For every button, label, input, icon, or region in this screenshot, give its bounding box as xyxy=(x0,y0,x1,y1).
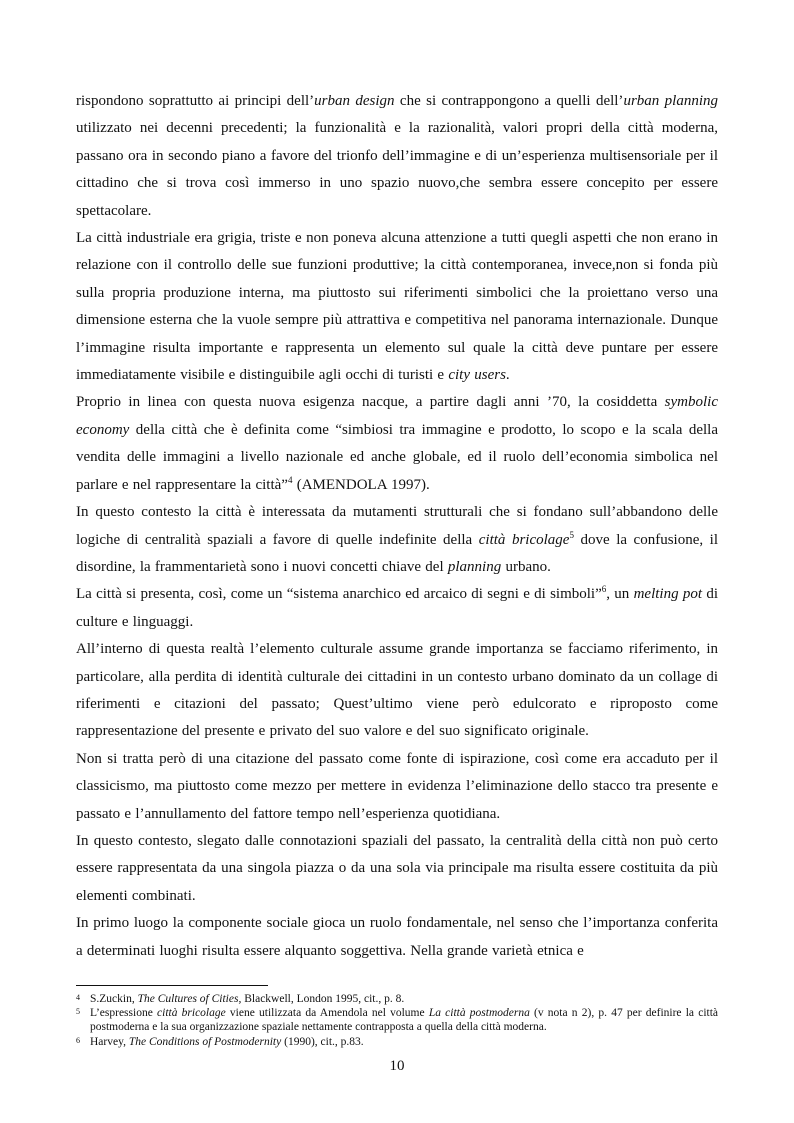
paragraph-3: Proprio in linea con questa nuova esigenza nacque, a partire dagli anni ’70, la cosiddetta symbolic economy della città che è definita come “simbiosi tra immagine e prodotto, lo scopo e la scala della vendita delle immagini a livello nazionale ed anche globale, ed il ruolo dell’economia simbolica nel parlare e nel rappresentare la città”$^4$ (AMENDOLA 1997). xyxy=(76,394,718,493)
footnote-separator xyxy=(76,985,268,986)
footnotes xyxy=(76,992,718,1049)
footnote-6: 6 Harvey, The Conditions of Postmodernity (1990), cit., p.83. xyxy=(76,1035,364,1048)
paragraph-4: In questo contesto la città è interessata da mutamenti strutturali che si fondano sull’abbandono delle logiche di centralità spaziali a favore di quelle indefinite della città bricolage$^5$ dove la confusione, il disordine, la frammentarietà sono i nuovi concetti chiave del planning urbano. xyxy=(76,504,718,575)
footnote-number: 4 xyxy=(76,993,80,1002)
footnote-number: 5 xyxy=(76,1007,80,1017)
footnote-5: 5 L’espressione città bricolage viene utilizzata da Amendola nel volume La città postmoderna (v nota n 2), p. 47 per definire la città postmoderna e la sua organizzazione spaziale nettamente contrapposta a quella della città moderna. xyxy=(76,1007,719,1034)
footnote-ref-5[interactable]: 5 xyxy=(569,529,574,540)
paragraph-9: In primo luogo la componente sociale gioca un ruolo fondamentale, nel senso che l’importanza conferita a determinati luoghi risulta essere alquanto soggettiva. Nella grande varietà etnica e xyxy=(76,915,718,959)
page-number: 10 xyxy=(389,1058,405,1074)
paragraph-2: La città industriale era grigia, triste e non poneva alcuna attenzione a tutti quegli aspetti che non erano in relazione con il controllo delle sue funzioni produttive; la città contemporanea, invece,non si fonda più sulla propria produzione interna, ma piuttosto sui riferimenti simbolici che la proiettano verso una dimensione esterna che la vuole sempre più attrattiva e competitiva nel panorama internazionale. Dunque l’immagine risulta importante e rappresenta un elemento sul quale la città deve puntare per essere immediatamente visibile e distinguibile agli occhi di turisti e city users. xyxy=(76,230,718,384)
paragraph-5: La città si presenta, così, come un “sistema anarchico ed arcaico di segni e di simboli”$^6$, un melting pot di culture e linguaggi. xyxy=(76,584,718,630)
paragraph-6: All’interno di questa realtà l’elemento culturale assume grande importanza se facciamo riferimento, in particolare, alla perdita di identità culturale dei cittadini in un contesto urbano dominato da un collage di riferimenti e citazioni del passato; Quest’ultimo viene però edulcorato e riproposto come rappresentazione del presente e privato del suo valore e del suo significato originale. xyxy=(76,641,718,740)
paragraph-8: In questo contesto, slegato dalle connotazioni spaziali del passato, la centralità della città non può certo essere rappresentata da una singola piazza o da una sola via principale ma risulta essere costituita da più elementi combinati. xyxy=(76,832,718,904)
footnote-number: 6 xyxy=(76,1035,80,1045)
paragraph-1: rispondono soprattutto ai principi dell’urban design che si contrappongono a quelli dell’urban planning utilizzato nei decenni precedenti; la funzionalità e la razionalità, valori propri della città moderna, passano ora in secondo piano a favore del trionfo dell’immagine e di un’esperienza multisensoriale per il cittadino che si trova così immerso in uno spazio nuovo,che sembra essere concepito per essere spettacolare. xyxy=(76,93,718,219)
body-text xyxy=(76,88,718,965)
footnote-ref-6[interactable]: 6 xyxy=(601,584,607,595)
paragraph-7: Non si tratta però di una citazione del passato come fonte di ispirazione, così come era accaduto per il classicismo, ma piuttosto come mezzo per mettere in evidenza l’eliminazione dello stacco tra presente e passato e l’annullamento del fattore tempo nell’esperienza quotidiana. xyxy=(76,750,718,822)
footnote-4: 4 S.Zuckin, The Cultures of Cities, Blackwell, London 1995, cit., p. 8. xyxy=(76,993,405,1005)
footnote-ref-4[interactable]: 4 xyxy=(287,474,293,485)
